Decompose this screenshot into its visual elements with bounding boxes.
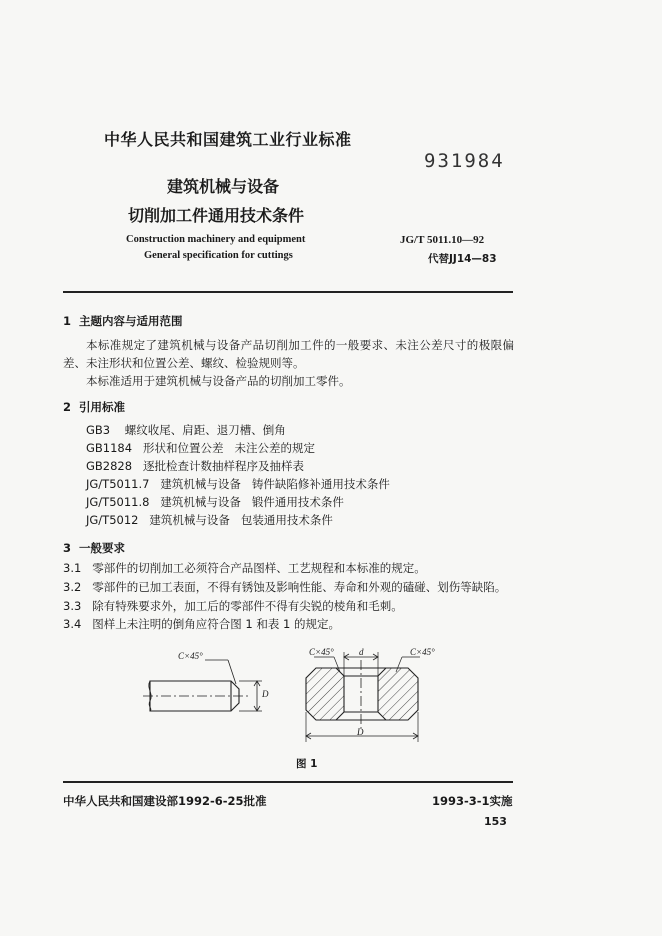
section-2-title: 引用标准 <box>79 400 125 414</box>
reference-item: GB3 螺纹收尾、肩距、退刀槽、倒角 <box>86 423 286 437</box>
section-1-para-1-line-2: 差、未注形状和位置公差、螺纹、检验规则等。 <box>63 356 305 370</box>
figure-label-chamfer-shaft: C×45° <box>178 651 203 661</box>
reference-item: JG/T5011.7 建筑机械与设备 铸件缺陷修补通用技术条件 <box>86 477 390 491</box>
section-1-title: 主题内容与适用范围 <box>79 314 183 328</box>
section-3-number: 3 <box>63 541 72 555</box>
title-english-line-1: Construction machinery and equipment <box>126 234 306 245</box>
figure-caption: 图 1 <box>296 758 318 770</box>
figure-label-diameter-ring: D <box>357 727 364 737</box>
org-standard-title: 中华人民共和国建筑工业行业标准 <box>104 130 352 149</box>
page-number: 153 <box>484 815 507 828</box>
section-1-para-2: 本标准适用于建筑机械与设备产品的切削加工零件。 <box>86 374 351 388</box>
figure-label-chamfer-ring-right: C×45° <box>410 647 435 657</box>
replaces-code: 代替JJ14—83 <box>428 253 497 265</box>
footer-divider <box>63 781 513 783</box>
shaft-chamfer-drawing <box>143 660 262 711</box>
document-number: 931984 <box>424 150 505 172</box>
section-1-para-1-line-1: 本标准规定了建筑机械与设备产品切削加工件的一般要求、未注公差尺寸的极限偏 <box>86 338 514 352</box>
figure-label-bore-d: d <box>359 647 364 657</box>
requirement-item: 3.1 零部件的切削加工必须符合产品图样、工艺规程和本标准的规定。 <box>63 561 426 575</box>
section-2-number: 2 <box>63 400 72 414</box>
approval-line: 中华人民共和国建设部1992-6-25批准 <box>63 794 267 808</box>
reference-item: JG/T5011.8 建筑机械与设备 锻件通用技术条件 <box>86 495 344 509</box>
figure-label-diameter-shaft: D <box>262 689 269 699</box>
reference-item: GB2828 逐批检查计数抽样程序及抽样表 <box>86 459 305 473</box>
figure-label-chamfer-ring-left: C×45° <box>309 647 334 657</box>
requirement-item: 3.3 除有特殊要求外，加工后的零部件不得有尖锐的棱角和毛刺。 <box>63 599 403 613</box>
requirement-item: 3.2 零部件的已加工表面，不得有锈蚀及影响性能、寿命和外观的磕碰、划伤等缺陷。 <box>63 580 507 594</box>
standard-code: JG/T 5011.10—92 <box>400 234 485 246</box>
reference-item: JG/T5012 建筑机械与设备 包装通用技术条件 <box>86 513 333 527</box>
section-1-number: 1 <box>63 314 72 328</box>
section-3-title: 一般要求 <box>79 541 125 555</box>
title-english-line-2: General specification for cuttings <box>144 250 293 261</box>
reference-item: GB1184 形状和位置公差 未注公差的规定 <box>86 441 315 455</box>
effective-date: 1993-3-1实施 <box>432 794 513 808</box>
requirement-item: 3.4 图样上未注明的倒角应符合图 1 和表 1 的规定。 <box>63 617 341 631</box>
title-line-1: 建筑机械与设备 <box>167 177 280 196</box>
title-line-2: 切削加工件通用技术条件 <box>128 206 305 225</box>
